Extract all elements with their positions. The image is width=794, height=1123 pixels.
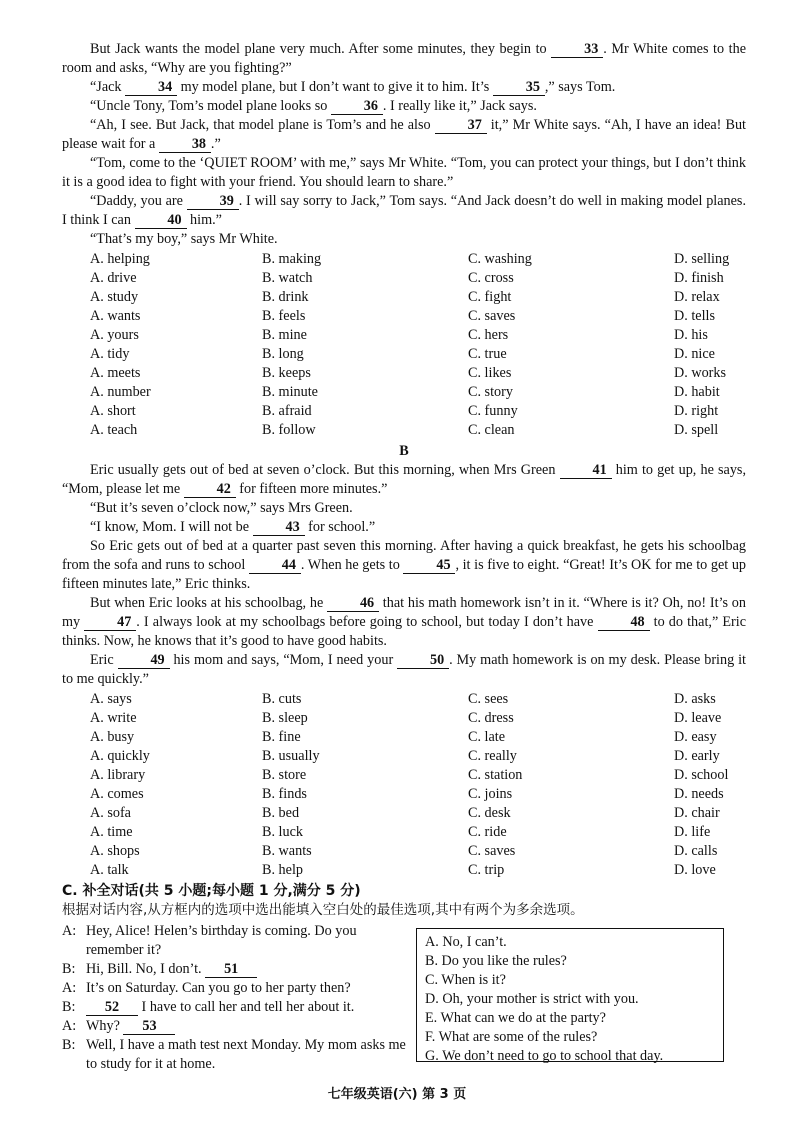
- option-d: D. chair: [674, 805, 720, 821]
- option-d: D. habit: [674, 384, 720, 400]
- option-b: B. keeps: [262, 365, 311, 381]
- option-b: B. making: [262, 251, 322, 267]
- option-b: B. fine: [262, 729, 301, 745]
- option-row: [62, 364, 746, 383]
- paragraph: “But it’s seven o’clock now,” says Mrs Green.: [90, 500, 353, 516]
- option-row: [62, 402, 746, 421]
- paragraph: Eric 49 his mom and says, “Mom, I need your 50 . My math homework is on my desk. Please bring it to me quickly.”: [62, 652, 746, 687]
- blank-48: 48: [598, 615, 650, 631]
- option-row: [62, 709, 746, 728]
- option-row: [62, 728, 746, 747]
- option-a: A. busy: [90, 729, 135, 745]
- option-c: C. fight: [468, 289, 512, 305]
- paragraph: “I know, Mom. I will not be 43 for school.”: [90, 519, 376, 535]
- dialog-line: A: Why? 53: [62, 1017, 410, 1036]
- option-d: D. asks: [674, 691, 716, 707]
- box-option-e: E. What can we do at the party?: [425, 1010, 606, 1026]
- option-d: D. easy: [674, 729, 717, 745]
- option-row: [62, 747, 746, 766]
- option-c: C. trip: [468, 862, 505, 878]
- box-option-d: D. Oh, your mother is strict with you.: [425, 991, 639, 1007]
- option-b: B. finds: [262, 786, 307, 802]
- paragraph: But Jack wants the model plane very much. After some minutes, they begin to 33 . Mr White comes to the room and asks, “Why are you fighting?”: [62, 41, 746, 76]
- option-c: C. clean: [468, 422, 515, 438]
- speaker: B:: [62, 961, 76, 977]
- passage-b: [62, 442, 746, 880]
- option-row: [62, 307, 746, 326]
- section-letter: B: [399, 443, 409, 459]
- option-c: C. hers: [468, 327, 509, 343]
- option-a: A. says: [90, 691, 132, 707]
- option-c: C. cross: [468, 270, 514, 286]
- option-a: A. yours: [90, 327, 139, 343]
- paragraph: Eric usually gets out of bed at seven o’clock. But this morning, when Mrs Green 41 him to get up, he says, “Mom, please let me 42 for fifteen more minutes.”: [62, 462, 746, 497]
- blank-49: 49: [118, 653, 170, 669]
- option-b: B. feels: [262, 308, 306, 324]
- option-b: B. cuts: [262, 691, 302, 707]
- blank-37: 37: [435, 118, 487, 134]
- blank-40: 40: [135, 213, 187, 229]
- blank-47: 47: [84, 615, 136, 631]
- option-d: D. nice: [674, 346, 715, 362]
- option-c: C. station: [468, 767, 523, 783]
- option-a: A. shops: [90, 843, 140, 859]
- option-d: D. works: [674, 365, 727, 381]
- option-row: [62, 823, 746, 842]
- option-row: [62, 288, 746, 307]
- option-a: A. drive: [90, 270, 137, 286]
- option-c: C. washing: [468, 251, 532, 267]
- option-d: D. his: [674, 327, 708, 343]
- option-b: B. follow: [262, 422, 316, 438]
- option-row: [62, 766, 746, 785]
- option-a: A. study: [90, 289, 139, 305]
- option-a: A. library: [90, 767, 146, 783]
- option-row: [62, 690, 746, 709]
- option-c: C. true: [468, 346, 507, 362]
- option-a: A. wants: [90, 308, 141, 324]
- option-row: [62, 804, 746, 823]
- blank-41: 41: [560, 463, 612, 479]
- blank-52: 52: [86, 1000, 138, 1016]
- option-d: D. tells: [674, 308, 715, 324]
- option-a: A. teach: [90, 422, 138, 438]
- option-row: [62, 842, 746, 861]
- blank-46: 46: [327, 596, 379, 612]
- paragraph: “Ah, I see. But Jack, that model plane is Tom’s and he also 37 it,” Mr White says. “Ah, I have an idea! But please wait for a 38 .”: [62, 117, 746, 152]
- section-heading: C. 补全对话(共 5 小题;每小题 1 分,满分 5 分): [62, 883, 361, 899]
- box-option-g: G. We don’t need to go to school that day.: [425, 1048, 664, 1064]
- option-c: C. funny: [468, 403, 518, 419]
- option-a: A. number: [90, 384, 151, 400]
- option-b: B. sleep: [262, 710, 308, 726]
- dialog-area: [62, 922, 746, 1074]
- dialog-line: B: Well, I have a math test next Monday. My mom asks me to study for it at home.: [62, 1037, 406, 1072]
- option-b: B. long: [262, 346, 304, 362]
- option-c: C. really: [468, 748, 517, 764]
- option-d: D. early: [674, 748, 720, 764]
- speaker: B:: [62, 1037, 76, 1053]
- speaker: B:: [62, 999, 76, 1015]
- option-c: C. saves: [468, 843, 516, 859]
- option-b: B. mine: [262, 327, 307, 343]
- blank-44: 44: [249, 558, 301, 574]
- blank-42: 42: [184, 482, 236, 498]
- box-option-f: F. What are some of the rules?: [425, 1029, 598, 1045]
- option-d: D. spell: [674, 422, 719, 438]
- options-box: [416, 928, 724, 1062]
- blank-53: 53: [123, 1019, 175, 1035]
- option-c: C. ride: [468, 824, 507, 840]
- option-d: D. life: [674, 824, 711, 840]
- option-d: D. relax: [674, 289, 720, 305]
- passage-a: [62, 40, 746, 440]
- option-c: C. likes: [468, 365, 512, 381]
- option-b: B. luck: [262, 824, 303, 840]
- option-a: A. talk: [90, 862, 129, 878]
- option-row: [62, 269, 746, 288]
- option-row: [62, 383, 746, 402]
- blank-43: 43: [253, 520, 305, 536]
- option-b: B. wants: [262, 843, 312, 859]
- section-instruction: 根据对话内容,从方框内的选项中选出能填入空白处的最佳选项,其中有两个为多余选项。: [62, 902, 584, 918]
- option-a: A. tidy: [90, 346, 130, 362]
- option-c: C. dress: [468, 710, 514, 726]
- option-b: B. store: [262, 767, 307, 783]
- blank-45: 45: [403, 558, 455, 574]
- options-b: [62, 690, 746, 880]
- option-c: C. sees: [468, 691, 509, 707]
- box-option-b: B. Do you like the rules?: [425, 953, 567, 969]
- option-row: [62, 785, 746, 804]
- box-option-a: A. No, I can’t.: [425, 934, 507, 950]
- paragraph: “Jack 34 my model plane, but I don’t want to give it to him. It’s 35 ,” says Tom.: [90, 79, 616, 95]
- paragraph: “Daddy, you are 39 . I will say sorry to Jack,” Tom says. “And Jack doesn’t do well in making model planes. I think I can 40 him.”: [62, 193, 746, 228]
- blank-36: 36: [331, 99, 383, 115]
- paragraph: “Uncle Tony, Tom’s model plane looks so 36 . I really like it,” Jack says.: [90, 98, 537, 114]
- option-c: C. story: [468, 384, 513, 400]
- blank-38: 38: [159, 137, 211, 153]
- section-c: [62, 882, 746, 1074]
- option-a: A. comes: [90, 786, 144, 802]
- option-a: A. short: [90, 403, 136, 419]
- option-b: B. help: [262, 862, 303, 878]
- option-d: D. finish: [674, 270, 724, 286]
- option-row: [62, 861, 746, 880]
- speaker: A:: [62, 923, 77, 939]
- blank-39: 39: [187, 194, 239, 210]
- option-d: D. leave: [674, 710, 722, 726]
- option-b: B. drink: [262, 289, 309, 305]
- option-row: [62, 345, 746, 364]
- dialog-line: A: Hey, Alice! Helen’s birthday is coming. Do you remember it?: [62, 923, 357, 958]
- option-row: [62, 421, 746, 440]
- option-b: B. bed: [262, 805, 300, 821]
- option-c: C. saves: [468, 308, 516, 324]
- option-d: D. love: [674, 862, 716, 878]
- dialog-line: B: Hi, Bill. No, I don’t. 51: [62, 960, 410, 979]
- dialog-line: A: It’s on Saturday. Can you go to her party then?: [62, 980, 351, 996]
- option-d: D. school: [674, 767, 729, 783]
- option-a: A. write: [90, 710, 137, 726]
- option-d: D. needs: [674, 786, 724, 802]
- page-footer: 七年级英语(六) 第 3 页: [327, 1087, 467, 1102]
- paragraph: So Eric gets out of bed at a quarter past seven this morning. After having a quick breakfast, he gets his schoolbag from the sofa and runs to school 44 . When he gets to 45 , it is five to eight. “Great! It’s OK for me to get up fifteen minutes late,” Eric thinks.: [62, 538, 747, 592]
- blank-33: 33: [551, 42, 603, 58]
- speaker: A:: [62, 980, 77, 996]
- box-option-c: C. When is it?: [425, 972, 506, 988]
- option-a: A. quickly: [90, 748, 150, 764]
- dialog-line: B: 52 I have to call her and tell her about it.: [62, 999, 355, 1015]
- blank-50: 50: [397, 653, 449, 669]
- options-a: [62, 250, 746, 440]
- option-c: C. joins: [468, 786, 513, 802]
- option-a: A. time: [90, 824, 133, 840]
- blank-35: 35: [493, 80, 545, 96]
- paragraph: “That’s my boy,” says Mr White.: [90, 231, 278, 247]
- option-b: B. watch: [262, 270, 313, 286]
- dialog: [62, 922, 410, 1074]
- option-d: D. right: [674, 403, 719, 419]
- blank-34: 34: [125, 80, 177, 96]
- option-c: C. desk: [468, 805, 511, 821]
- paragraph: “Tom, come to the ‘QUIET ROOM’ with me,” says Mr White. “Tom, you can protect your things, but I don’t think it is a good idea to fight with your friend. You should learn to share.”: [62, 155, 746, 190]
- paragraph: But when Eric looks at his schoolbag, he 46 that his math homework isn’t in it. “Where is it? Oh, no! It’s on my 47 . I always look at my schoolbags before going to school, but today I don’t have 48 to do that,” Eric thinks. Now, he knows that it’s good to have good habits.: [62, 595, 746, 649]
- blank-51: 51: [205, 962, 257, 978]
- option-a: A. meets: [90, 365, 141, 381]
- option-b: B. afraid: [262, 403, 312, 419]
- option-row: [62, 326, 746, 345]
- option-a: A. helping: [90, 251, 150, 267]
- option-d: D. selling: [674, 251, 730, 267]
- option-a: A. sofa: [90, 805, 131, 821]
- speaker: A:: [62, 1018, 77, 1034]
- option-d: D. calls: [674, 843, 718, 859]
- option-b: B. minute: [262, 384, 318, 400]
- option-row: [62, 250, 746, 269]
- option-c: C. late: [468, 729, 506, 745]
- option-b: B. usually: [262, 748, 320, 764]
